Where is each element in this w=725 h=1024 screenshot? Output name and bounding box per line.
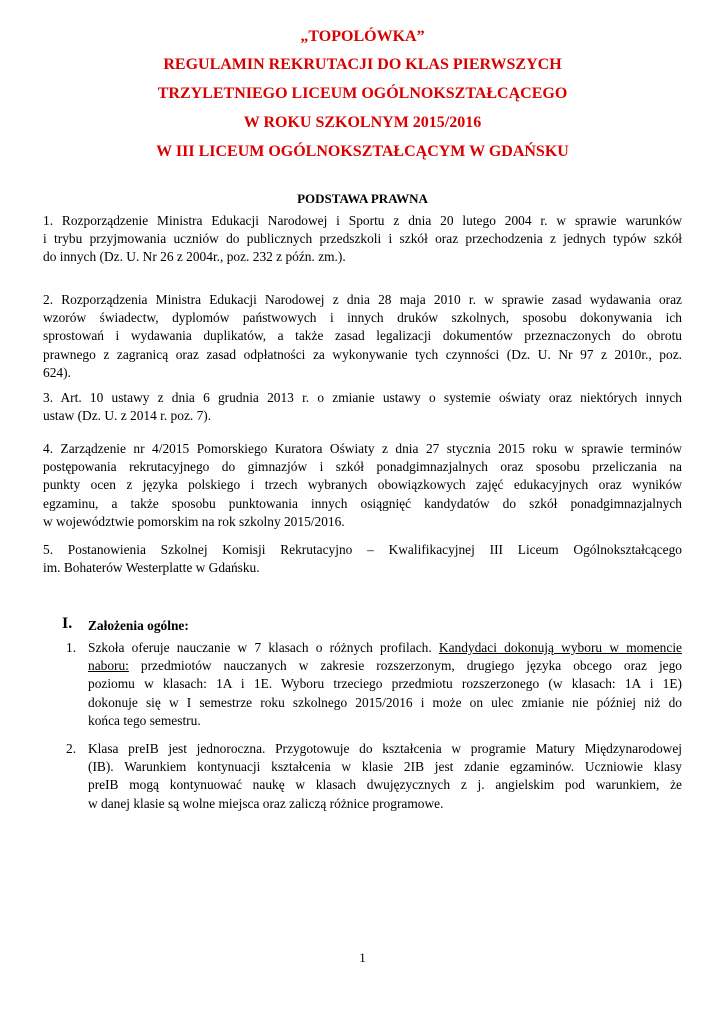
- text-line: prawnego z zagranicą oraz zasad odpłatności za wykonywanie tych czynności (Dz. U. Nr 97 z 2010r., poz.: [43, 346, 682, 362]
- text-line: w danej klasie są wolne miejsca oraz zaliczą różnice programowe.: [88, 795, 444, 811]
- legal-basis-heading: PODSTAWA PRAWNA: [297, 191, 428, 206]
- text-line: do innych (Dz. U. Nr 26 z 2004r., poz. 232 z późn. zm.).: [43, 249, 346, 265]
- list-item-number: 2.: [66, 741, 77, 756]
- text-line: 4. Zarządzenie nr 4/2015 Pomorskiego Kuratora Oświaty z dnia 27 stycznia 2015 roku w sprawie terminów: [43, 441, 682, 456]
- title-line-5: W III LICEUM OGÓLNOKSZTAŁCĄCYM W GDAŃSKU: [156, 143, 569, 160]
- section-numeral: I.: [62, 615, 73, 632]
- text-line: końca tego semestru.: [88, 712, 201, 728]
- text-line: wzorów świadectw, dyplomów państwowych i innych druków szkolnych, sposobu dokonywania ich: [43, 310, 682, 326]
- text-line: poziomu w klasach: 1A i 1E. Wyboru trzeciego przedmiotu rozszerzonego (w klasach: 1A i 1E): [88, 676, 682, 692]
- text-segment: przedmiotów nauczanych w zakresie rozszerzonym, drugiego języka obcego oraz jego: [128, 658, 682, 674]
- text-line: ustaw (Dz. U. z 2014 r. poz. 7).: [43, 408, 212, 424]
- text-line: w województwie pomorskim na rok szkolny 2015/2016.: [43, 513, 345, 529]
- legal-basis-item-4: [43, 440, 682, 531]
- title-line-2: REGULAMIN REKRUTACJI DO KLAS PIERWSZYCH: [163, 56, 562, 73]
- text-line: dokonuje się w I semestrze roku szkolnego 2015/2016 i może on ulec zmianie nie później niż do: [88, 694, 682, 710]
- text-line: (IB). Warunkiem kontynuacji kształcenia w klasie 2IB jest zdanie egzaminów. Uczniowie klasy: [88, 759, 682, 775]
- legal-basis-item-3: [43, 389, 682, 425]
- title-line-1: „TOPOLÓWKA”: [300, 28, 425, 45]
- title-line-3: TRZYLETNIEGO LICEUM OGÓLNOKSZTAŁCĄCEGO: [157, 85, 568, 102]
- legal-basis-item-5: [43, 541, 682, 577]
- text-line: [88, 639, 682, 657]
- text-line: preIB mogą kontynuować naukę w klasach dwujęzycznych z j. angielskim pod warunkiem, że: [88, 777, 682, 793]
- text-line: punkty ocen z języka polskiego i trzech wybranych obowiązkowych zajęć edukacyjnych oraz wyników: [43, 477, 682, 493]
- text-line: Klasa preIB jest jednoroczna. Przygotowuje do kształcenia w programie Matury Międzynarodowej: [88, 741, 682, 756]
- text-line: im. Bohaterów Westerplatte w Gdańsku.: [43, 560, 260, 576]
- section-heading: Założenia ogólne:: [88, 618, 189, 633]
- page-number: 1: [359, 950, 366, 965]
- text-line: 1. Rozporządzenie Ministra Edukacji Narodowej i Sportu z dnia 20 lutego 2004 r. w sprawie warunków: [43, 213, 682, 228]
- list-item-1: [88, 639, 682, 730]
- text-line: [88, 657, 682, 675]
- text-line: 5. Postanowienia Szkolnej Komisji Rekrutacyjno – Kwalifikacyjnej III Liceum Ogólnokształcącego: [43, 542, 682, 557]
- legal-basis-item-1: [43, 212, 682, 267]
- title-line-4: W ROKU SZKOLNYM 2015/2016: [243, 114, 482, 131]
- text-segment: Szkoła oferuje nauczanie w 7 klasach o różnych profilach.: [88, 640, 439, 655]
- text-line: 2. Rozporządzenia Ministra Edukacji Narodowej z dnia 28 maja 2010 r. w sprawie zasad wydawania oraz: [43, 292, 682, 307]
- text-line: sprostowań i wydawania duplikatów, a także zasad legalizacji dokumentów przeznaczonych do obrotu: [43, 328, 682, 344]
- text-line: egzaminu, a także sposobu punktowania innych osiągnięć kandydatów do szkół ponadgimnazjalnych: [43, 495, 682, 511]
- list-item-number: 1.: [66, 640, 77, 655]
- text-line: postępowania rekrutacyjnego do gimnazjów i szkół ponadgimnazjalnych oraz sposobu przeliczania na: [43, 459, 682, 475]
- underlined-text: Kandydaci dokonują wyboru w momencie: [438, 640, 682, 655]
- legal-basis-item-2: [43, 291, 682, 382]
- text-line: 3. Art. 10 ustawy z dnia 6 grudnia 2013 r. o zmianie ustawy o systemie oświaty oraz niektórych innych: [43, 390, 682, 405]
- text-line: i trybu przyjmowania uczniów do publicznych przedszkoli i szkół oraz przechodzenia z jednych typów szkół: [43, 231, 682, 247]
- list-item-2: [88, 740, 682, 813]
- text-line: 624).: [43, 364, 71, 380]
- underlined-text: naboru:: [88, 658, 129, 674]
